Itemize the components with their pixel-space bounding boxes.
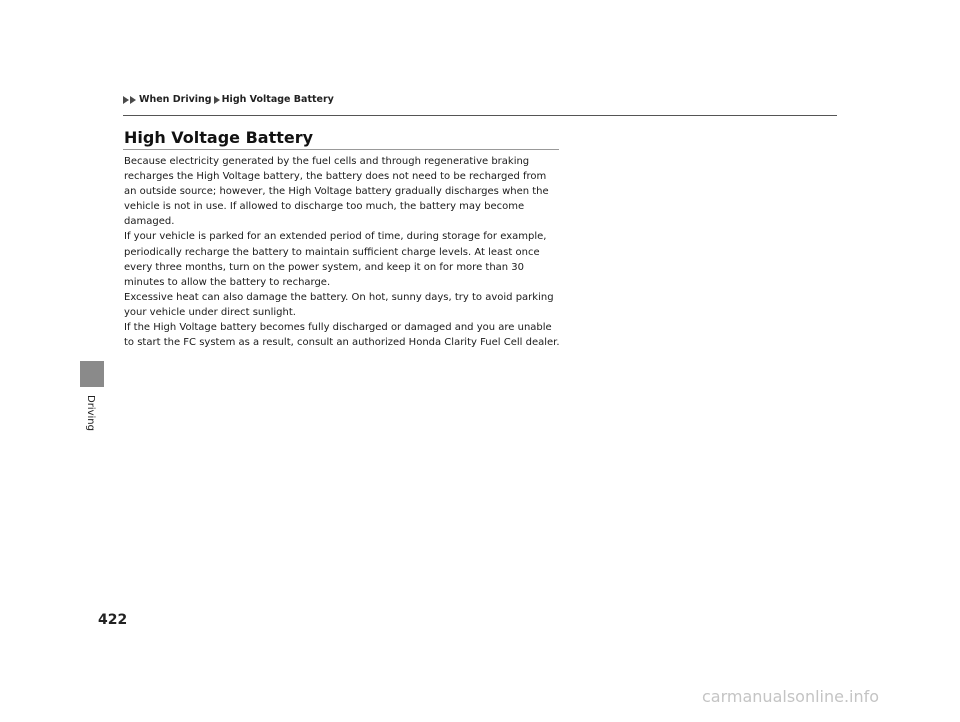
paragraph-heat: Excessive heat can also damage the battery. On hot, sunny days, try to avoid parking your vehicle under direct sunlight.: [124, 291, 554, 318]
breadcrumb-arrow-icon: [123, 96, 129, 104]
breadcrumb-arrow-icon: [214, 96, 220, 104]
chapter-tab: [80, 361, 104, 387]
paragraph-storage: If your vehicle is parked for an extended period of time, during storage for example, periodically recharge the battery to maintain sufficient charge levels. At least once every three months, turn on the power system, and keep it on for more than 30 minutes to allow the battery to recharge.: [124, 231, 547, 288]
chapter-tab-label: Driving: [85, 395, 96, 431]
watermark: carmanualsonline.info: [702, 687, 880, 706]
paragraph-charging: Because electricity generated by the fuel cells and through regenerative braking recharges the High Voltage battery, the battery does not need to be recharged from an outside source; however, the High Voltage battery gradually discharges when the vehicle is not in use. If allowed to discharge too much, the battery may become damaged.: [124, 156, 549, 228]
body-text: [124, 154, 560, 350]
breadcrumb-item-high-voltage-battery[interactable]: High Voltage Battery: [221, 94, 334, 105]
breadcrumb-arrow-icon: [130, 96, 136, 104]
page-title: High Voltage Battery: [124, 128, 314, 147]
page-number: 422: [98, 612, 128, 628]
title-divider: [123, 149, 559, 150]
paragraph-discharged: If the High Voltage battery becomes fully discharged or damaged and you are unable to start the FC system as a result, consult an authorized Honda Clarity Fuel Cell dealer.: [124, 322, 560, 349]
breadcrumb-item-when-driving[interactable]: When Driving: [139, 94, 212, 105]
header-divider: [123, 115, 837, 116]
breadcrumb: [123, 94, 334, 105]
